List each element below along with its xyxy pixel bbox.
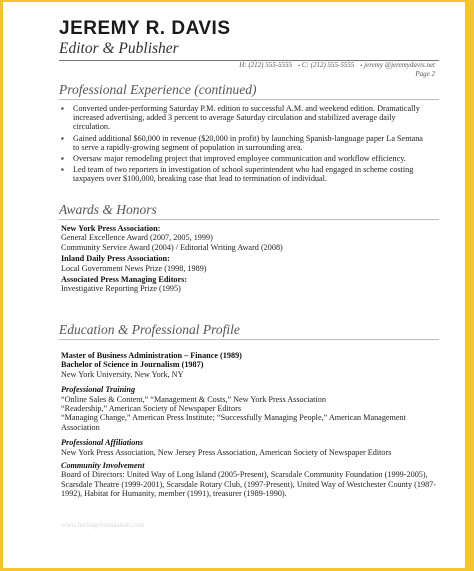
school-name: New York University, New York, NY [61, 369, 184, 379]
home-phone: H: (212) 555-5555 [239, 61, 293, 69]
affiliations-line: New York Press Association, New Jersey Press Association, American Society of Newspaper Editors [61, 447, 392, 457]
community-heading: Community Involvement [61, 461, 145, 471]
bullet-icon: ▪ [61, 154, 64, 164]
applicant-title: Editor & Publisher [59, 40, 179, 57]
training-line: “Readership,” American Society of Newspaper Editors [61, 404, 242, 414]
bullet-icon: ▪ [61, 133, 64, 143]
education-rule [59, 339, 439, 340]
education-section [61, 351, 441, 499]
award-line: Investigative Reporting Prize (1995) [61, 284, 181, 294]
award-org: Inland Daily Press Association: [61, 254, 170, 264]
cell-phone: C: (212) 555-5555 [301, 61, 355, 69]
experience-rule [59, 99, 439, 100]
award-group [61, 275, 441, 294]
experience-bullet: ▪ Led team of two reporters in investigation of school superintendent who had engaged in scheme costing taxpayers over $100,000, breaking case that lead to termination of individual. [61, 165, 414, 184]
award-line: Community Service Award (2004) / Editorial Writing Award (2008) [61, 242, 283, 252]
affiliations-heading: Professional Affiliations [61, 438, 144, 448]
page-number: Page 2 [415, 70, 435, 78]
separator-icon: ▪ [298, 64, 300, 69]
experience-bullets [61, 104, 431, 186]
training-line: “Managing Change,” American Press Institute; “Successfully Managing People,” American Management Association [61, 413, 406, 432]
applicant-name: JEREMY R. DAVIS [59, 18, 231, 39]
training-heading: Professional Training [61, 385, 136, 395]
award-org: New York Press Association: [61, 224, 161, 233]
faded-footer-text: www.heritagefoundation.com [61, 521, 145, 529]
award-org: Associated Press Managing Editors: [61, 275, 188, 285]
bullet-icon: ▪ [61, 165, 64, 175]
resume-page [3, 2, 465, 568]
experience-bullet: ▪ Oversaw major remodeling project that improved employee communication and workflow efficiency. [61, 154, 406, 164]
contact-line [239, 61, 435, 69]
awards-heading: Awards & Honors [59, 202, 157, 217]
award-group [61, 254, 441, 273]
award-line: Local Government News Prize (1998, 1989) [61, 263, 207, 273]
award-group [61, 224, 441, 252]
degree-masters: Master of Business Administration – Finance (1989) [61, 351, 242, 360]
training-line: “Online Sales & Content,” “Management & Costs,” New York Press Association [61, 394, 326, 404]
degree-bachelors: Bachelor of Science in Journalism (1987) [61, 360, 204, 370]
separator-icon: ▪ [360, 64, 363, 69]
bullet-icon: ▪ [61, 104, 64, 113]
experience-bullet: ▪ Gained additional $60,000 in revenue ($20,000 in profit) by launching Spanish-language paper La Semana to serve a rapidly-growing segment of population in surrounding area. [61, 133, 423, 152]
award-line: General Excellence Award (2007, 2005, 1999) [61, 233, 213, 243]
experience-bullet: ▪ Converted under-performing Saturday P.M. edition to successful A.M. and weekend edition. Dramatically increased advertising, added 3 percent to average Saturday circulation and stabilized average daily circulation. [61, 104, 420, 132]
experience-heading: Professional Experience (continued) [59, 82, 257, 97]
awards-list [61, 224, 441, 296]
awards-rule [59, 219, 439, 220]
education-heading: Education & Professional Profile [59, 322, 240, 337]
community-line: Board of Directors: United Way of Long Island (2005-Present), Scarsdale Community Foundation (1999-2005), Scarsdale Theatre (1999-2001), Scarsdale Rotary Club, (1997-Present), United Way of Westchester County (1987-1992), Habitat for Humanity, member (1991), treasurer (1989-1990). [61, 470, 436, 499]
email-address: jeremy @jeremydavis.net [364, 61, 435, 69]
